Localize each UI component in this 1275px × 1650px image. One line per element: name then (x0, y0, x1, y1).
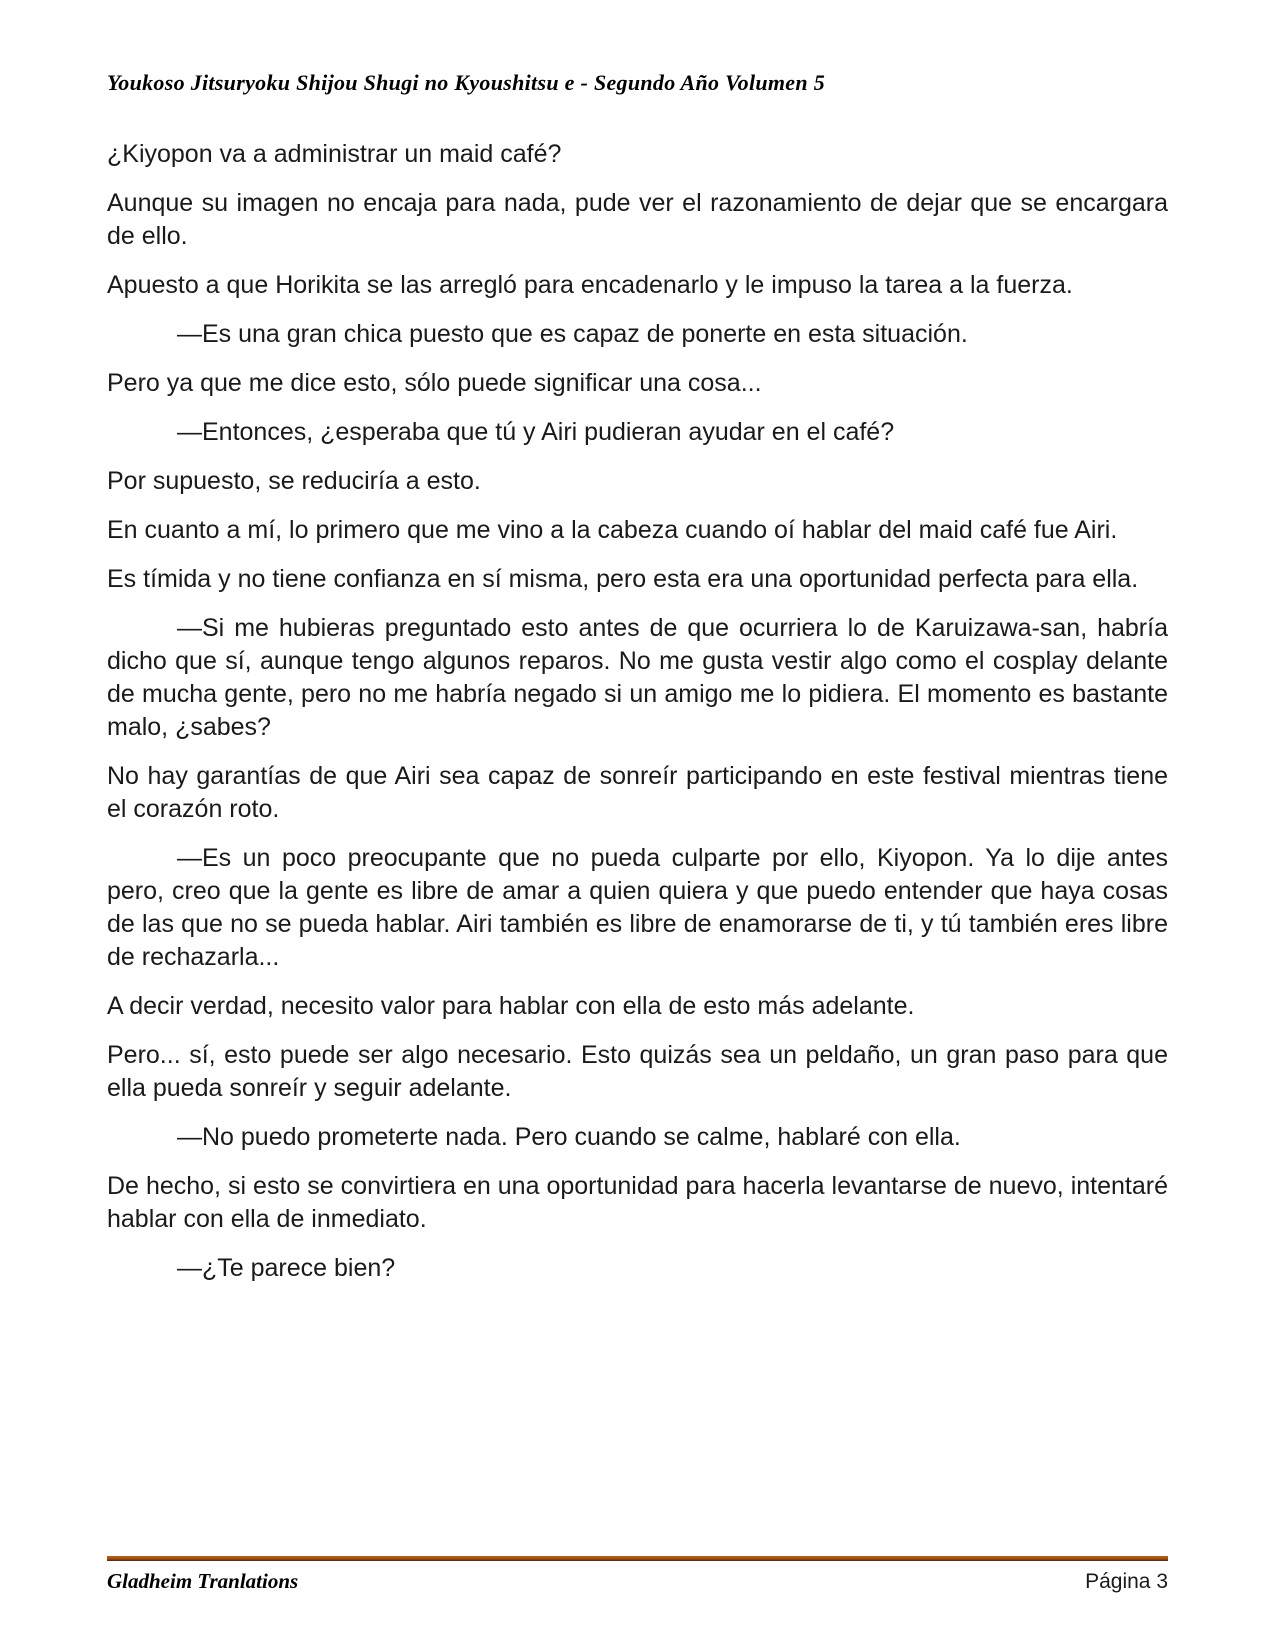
paragraph: Apuesto a que Horikita se las arregló para encadenarlo y le impuso la tarea a la fuerza. (107, 271, 1073, 299)
paragraph: Pero ya que me dice esto, sólo puede significar una cosa... (107, 369, 762, 397)
paragraph: ¿Kiyopon va a administrar un maid café? (107, 140, 562, 168)
page-header (107, 70, 1168, 96)
paragraph-dialogue: —Si me hubieras preguntado esto antes de que ocurriera lo de Karuizawa-san, habría dicho que sí, aunque tengo algunos reparos. No me gusta vestir algo como el cosplay delante de mucha gente, pero no me habría negado si un amigo me lo pidiera. El momento es bastante malo, ¿sabes? (107, 614, 1168, 741)
paragraph: A decir verdad, necesito valor para hablar con ella de esto más adelante. (107, 992, 915, 1020)
paragraph: No hay garantías de que Airi sea capaz de sonreír participando en este festival mientras tiene el corazón roto. (107, 762, 1168, 823)
footer-page-number: Página 3 (1085, 1570, 1168, 1593)
paragraph-dialogue: —¿Te parece bien? (177, 1254, 396, 1282)
paragraph: Aunque su imagen no encaja para nada, pude ver el razonamiento de dejar que se encargara de ello. (107, 189, 1168, 250)
paragraph-dialogue: —Es un poco preocupante que no pueda culparte por ello, Kiyopon. Ya lo dije antes pero, creo que la gente es libre de amar a quien quiera y que puedo entender que haya cosas de las que no se pueda hablar. Airi también es libre de enamorarse de ti, y tú también eres libre de rechazarla... (107, 844, 1168, 971)
document-body (107, 138, 1168, 1301)
page-footer (107, 1556, 1168, 1594)
paragraph-dialogue: —No puedo prometerte nada. Pero cuando se calme, hablaré con ella. (177, 1123, 961, 1151)
footer-translator-name: Gladheim Tranlations (107, 1569, 299, 1593)
paragraph: Por supuesto, se reduciría a esto. (107, 467, 481, 495)
paragraph: Es tímida y no tiene confianza en sí misma, pero esta era una oportunidad perfecta para ella. (107, 565, 1139, 593)
paragraph: De hecho, si esto se convirtiera en una oportunidad para hacerla levantarse de nuevo, intentaré hablar con ella de inmediato. (107, 1172, 1168, 1233)
paragraph: Pero... sí, esto puede ser algo necesario. Esto quizás sea un peldaño, un gran paso para que ella pueda sonreír y seguir adelante. (107, 1041, 1168, 1102)
paragraph-dialogue: —Es una gran chica puesto que es capaz de ponerte en esta situación. (177, 320, 968, 348)
footer-rule (107, 1556, 1168, 1561)
paragraph-dialogue: —Entonces, ¿esperaba que tú y Airi pudieran ayudar en el café? (177, 418, 895, 446)
footer-row (107, 1569, 1168, 1594)
paragraph: En cuanto a mí, lo primero que me vino a la cabeza cuando oí hablar del maid café fue Airi. (107, 516, 1118, 544)
header-title: Youkoso Jitsuryoku Shijou Shugi no Kyoushitsu e - Segundo Año Volumen 5 (107, 70, 826, 95)
